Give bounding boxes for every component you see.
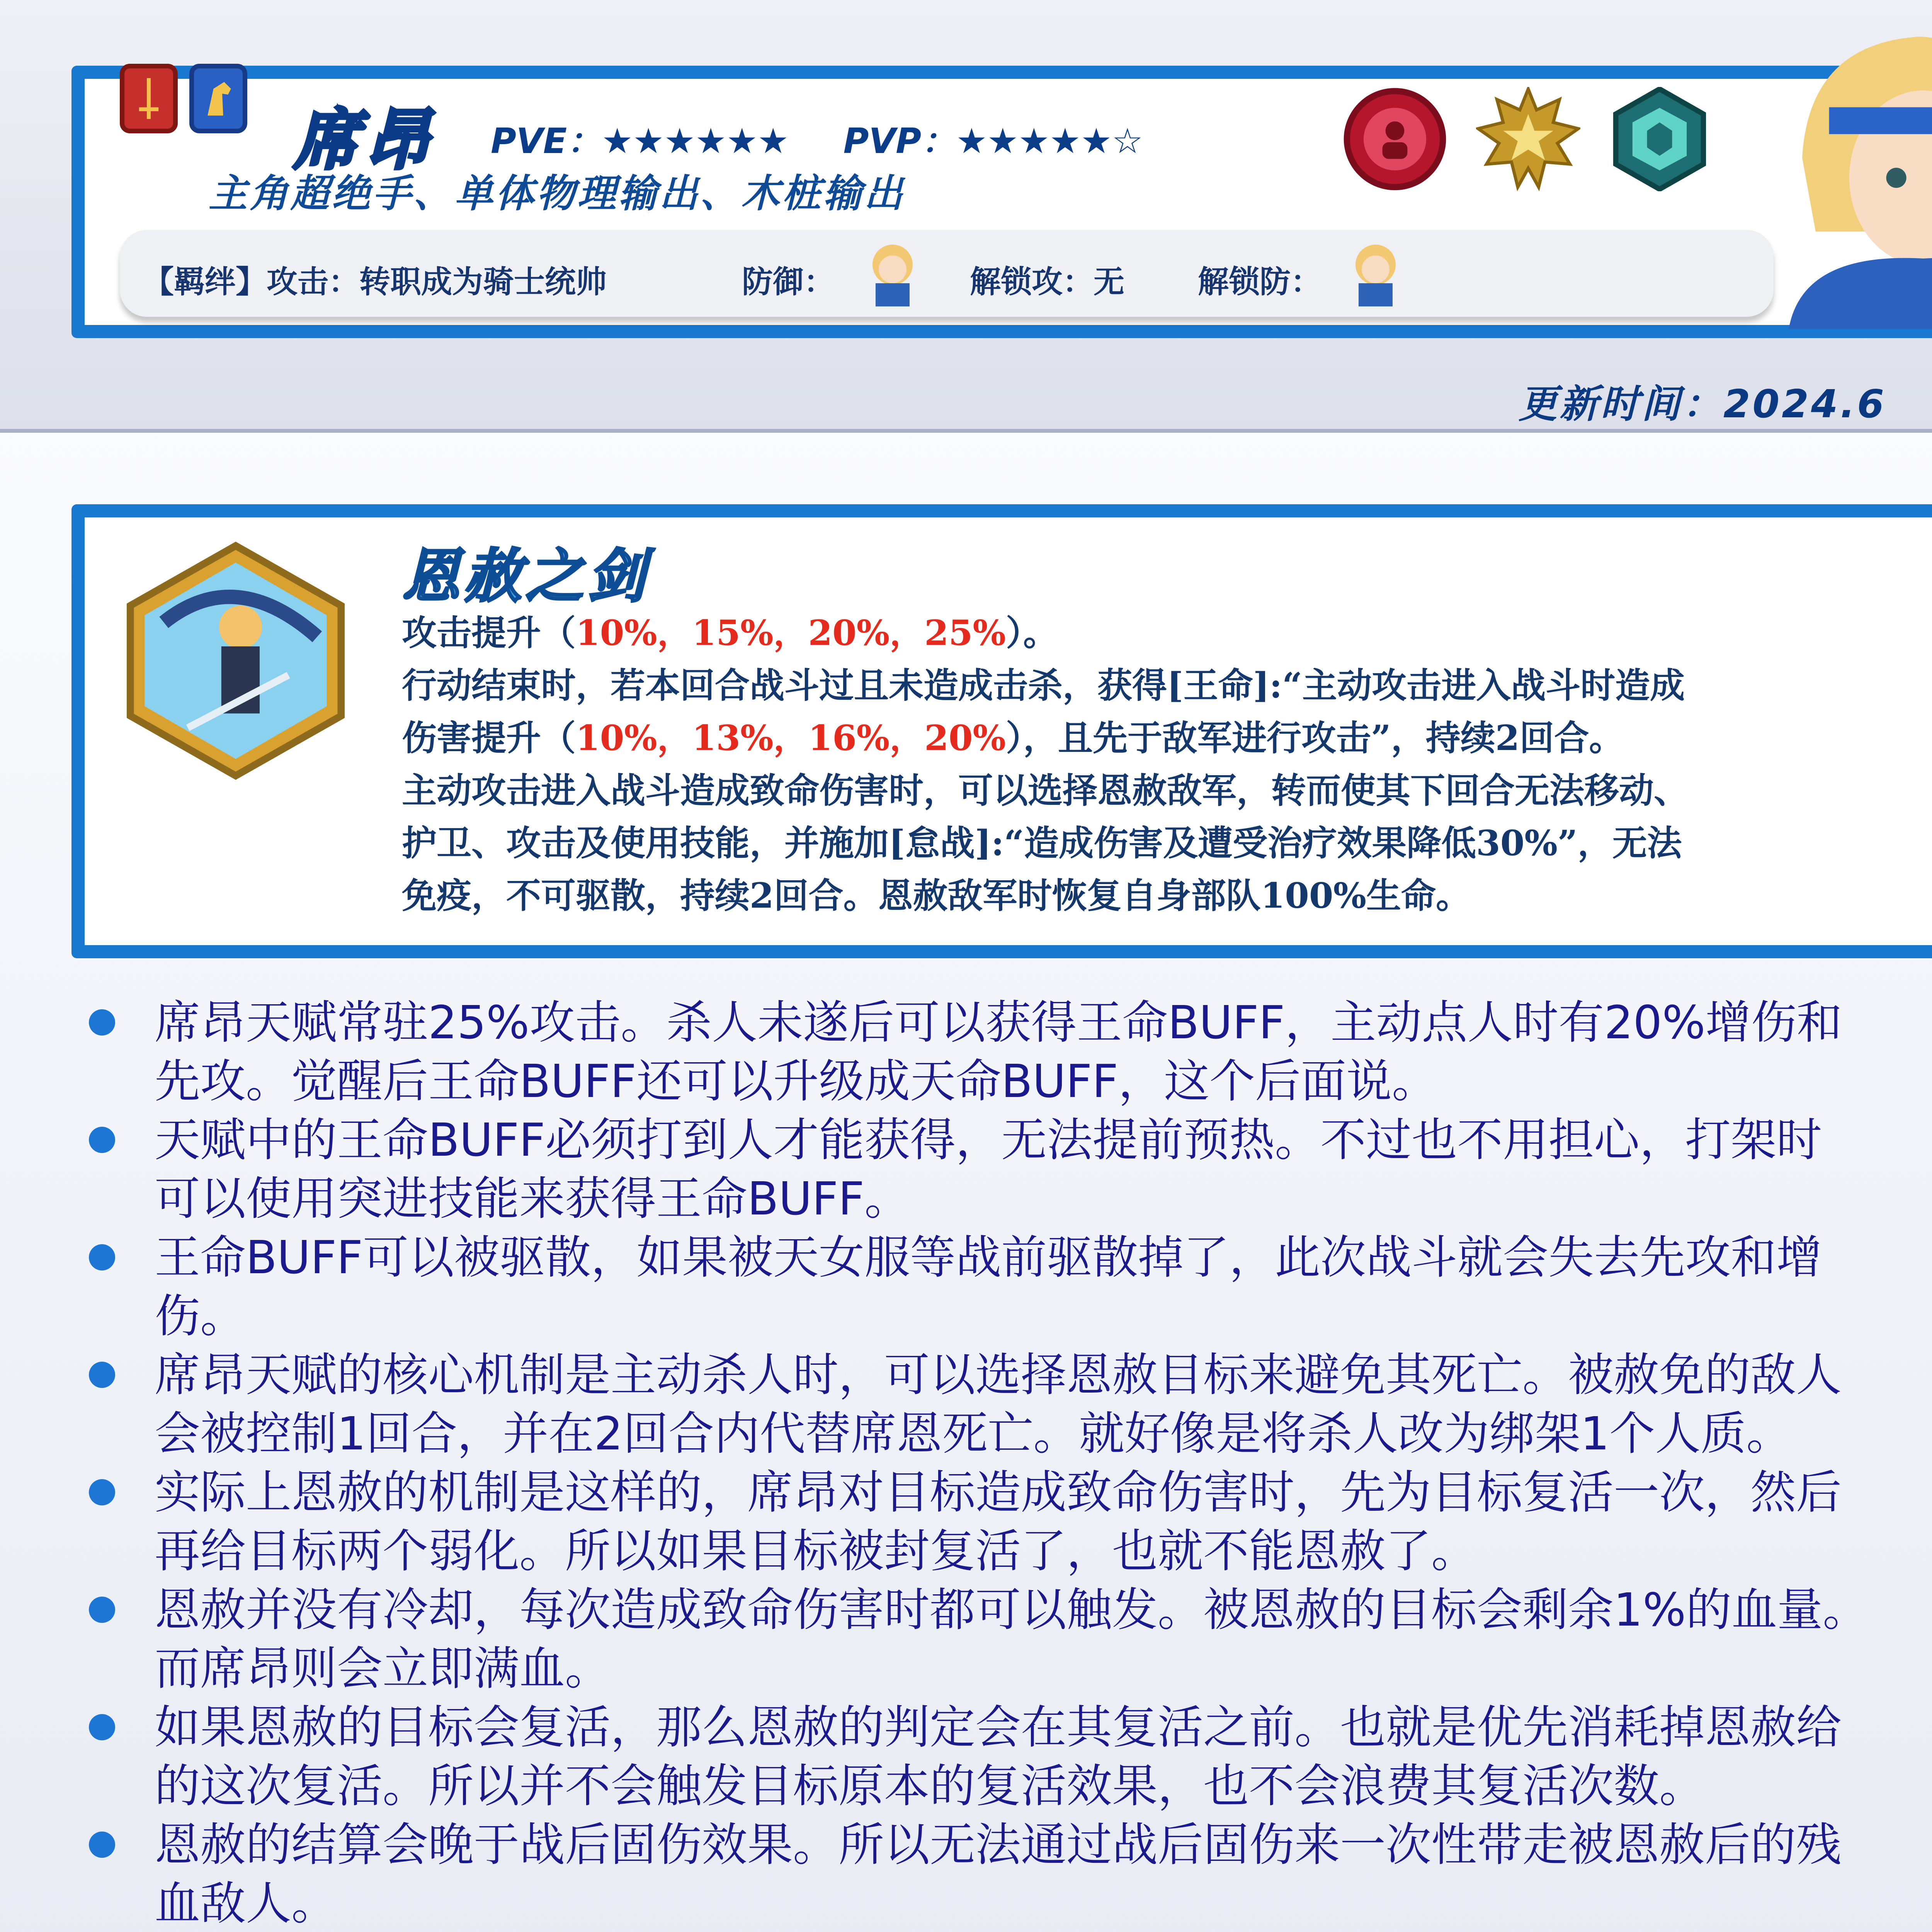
teal-gem-medal-icon <box>1607 87 1712 191</box>
pve-rating: PVE：★★★★★★ <box>491 121 789 162</box>
bond-attack-text: 【羁绊】攻击：转职成为骑士统帅 <box>143 264 607 300</box>
bond-unlock-attack: 解锁攻：无 <box>970 264 1124 300</box>
update-time: 更新时间：2024.6 <box>1519 381 1886 427</box>
skill-line-6: 免疫，不可驱散，持续2回合。恩赦敌军时恢复自身部队100%生命。 <box>402 875 1471 916</box>
bullet-dot <box>89 1009 115 1036</box>
bullet-dot <box>89 1597 115 1623</box>
skill-line-1: 攻击提升（10%，15%，20%，25%）。 <box>402 612 1058 653</box>
skill-line-4: 主动攻击进入战斗造成致命伤害时，可以选择恩赦敌军，转而使其下回合无法移动、 <box>402 770 1689 811</box>
note-line: 先攻。觉醒后王命BUFF还可以升级成天命BUFF，这个后面说。 <box>155 1054 1438 1108</box>
note-line: 实际上恩赦的机制是这样的，席昂对目标造成致命伤害时，先为目标复活一次，然后 <box>155 1466 1842 1519</box>
note-line: 而席昂则会立即满血。 <box>155 1642 611 1695</box>
bond-defense-portrait <box>854 234 931 311</box>
note-line: 天赋中的王命BUFF必须打到人才能获得，无法提前预热。不过也不用担心，打架时 <box>155 1113 1822 1167</box>
bullet-dot <box>89 1244 115 1270</box>
bond-unlock-defense-label: 解锁防： <box>1198 264 1321 300</box>
hero-roles: 主角超绝手、单体物理输出、木桩输出 <box>209 171 905 216</box>
note-line: 如果恩赦的目标会复活，那么恩赦的判定会在其复活之前。也就是优先消耗掉恩赦给 <box>155 1701 1842 1754</box>
skill-name: 恩赦之剑 <box>402 543 650 610</box>
note-line: 会被控制1回合，并在2回合内代替席恩死亡。就好像是将杀人改为绑架1个人质。 <box>155 1407 1792 1460</box>
skill-line-2: 行动结束时，若本回合战斗过且未造成击杀，获得[王命]:“主动攻击进入战斗时造成 <box>402 665 1685 706</box>
skill-line-3: 伤害提升（10%，13%，16%，20%），且先于敌军进行攻击”，持续2回合。 <box>402 718 1624 759</box>
note-line: 的这次复活。所以并不会触发目标原本的复活效果，也不会浪费其复活次数。 <box>155 1759 1705 1813</box>
bullet-dot <box>89 1714 115 1740</box>
note-line: 血敌人。 <box>155 1877 337 1930</box>
skill-attack-values: 10%，15%，20%，25% <box>576 612 1006 653</box>
gold-star-medal-icon <box>1476 87 1580 191</box>
hero-name: 席昂 <box>294 102 435 179</box>
bullet-dot <box>89 1362 115 1388</box>
skill-damage-values: 10%，13%，16%，20% <box>576 718 1006 759</box>
skill-icon <box>116 541 355 781</box>
bond-unlock-defense-portrait <box>1337 234 1414 311</box>
horse-class-icon <box>189 64 247 133</box>
note-line: 席昂天赋的核心机制是主动杀人时，可以选择恩赦目标来避免其死亡。被赦免的敌人 <box>155 1348 1842 1401</box>
note-line: 席昂天赋常驻25%攻击。杀人未遂后可以获得王命BUFF，主动点人时有20%增伤和 <box>155 996 1842 1049</box>
pvp-rating: PVP：★★★★★☆ <box>843 121 1143 162</box>
bullet-dot <box>89 1832 115 1858</box>
bullet-dot <box>89 1127 115 1153</box>
skill-line-5: 护卫、攻击及使用技能，并施加[怠战]:“造成伤害及遭受治疗效果降低30%”，无法 <box>402 823 1682 864</box>
note-line: 可以使用突进技能来获得王命BUFF。 <box>155 1172 910 1225</box>
note-line: 恩赦的结算会晚于战后固伤效果。所以无法通过战后固伤来一次性带走被恩赦后的残 <box>155 1818 1842 1871</box>
skill-description <box>402 607 1932 922</box>
note-line: 再给目标两个弱化。所以如果目标被封复活了，也就不能恩赦了。 <box>155 1524 1477 1578</box>
note-line: 恩赦并没有冷却，每次造成致命伤害时都可以触发。被恩赦的目标会剩余1%的血量。 <box>155 1583 1869 1636</box>
bond-defense-label: 防御： <box>742 264 835 300</box>
hero-portrait <box>1735 23 1932 328</box>
ratings <box>491 113 1185 163</box>
note-line: 王命BUFF可以被驱散，如果被天女服等战前驱散掉了，此次战斗就会失去先攻和增 <box>155 1231 1822 1284</box>
red-figure-medal-icon <box>1343 87 1447 191</box>
bullet-dot <box>89 1479 115 1505</box>
sword-class-icon <box>120 64 178 133</box>
note-line: 伤。 <box>155 1289 246 1343</box>
